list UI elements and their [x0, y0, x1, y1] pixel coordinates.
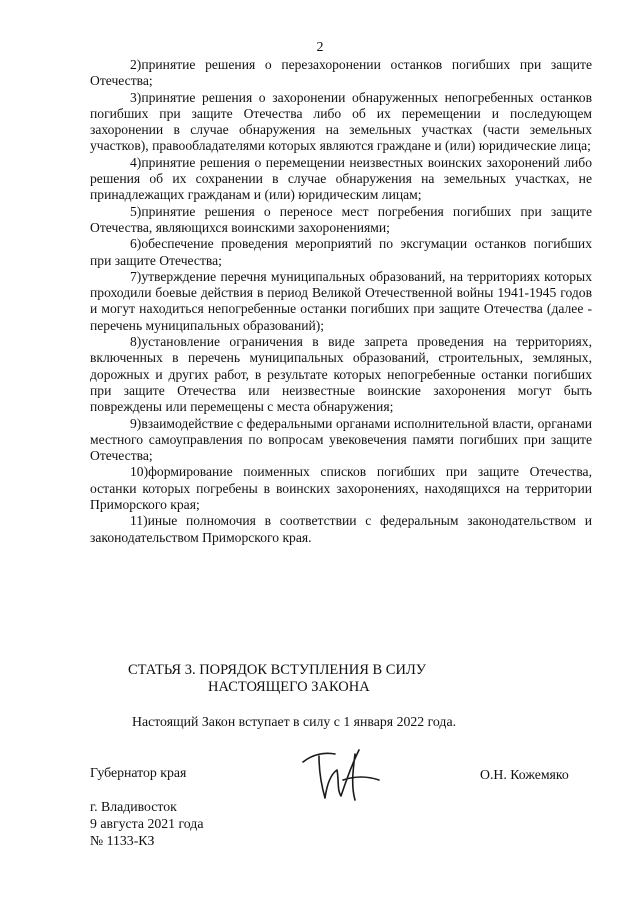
list-item: 7)утверждение перечня муниципальных образований, на территориях которых проходили боевые действия в период Великой Отечественной войны 1941-1945 годов и могут находиться непогребенные останки погибших при защите Отечества (далее - перечень муниципальных образований); [90, 268, 592, 333]
article-heading-line1: СТАТЬЯ 3. ПОРЯДОК ВСТУПЛЕНИЯ В СИЛУ [128, 662, 427, 678]
list-item: 8)установление ограничения в виде запрета проведения на территориях, включенных в перечень муниципальных образований, строительных, земляных, дорожных и других работ, в результате которых непогребенные останки погибших при защите Отечества или неизвестные воинские захоронения могут быть повреждены или перемещены с места обнаружения; [90, 334, 592, 415]
list-item: 2)принятие решения о перезахоронении останков погибших при защите Отечества; [90, 57, 592, 89]
list-item: 10)формирование поименных списков погибших при защите Отечества, останки которых погребены в воинских захоронениях, находящихся на территории Приморского края; [90, 464, 592, 513]
list-item: 11)иные полномочия в соответствии с федеральным законодательством и законодательством Приморского края. [90, 513, 592, 545]
effective-date-text: Настоящий Закон вступает в силу с 1 января 2022 года. [132, 714, 457, 729]
signing-date: 9 августа 2021 года [90, 816, 204, 831]
list-item: 6)обеспечение проведения мероприятий по эксгумации останков погибших при защите Отечества; [90, 236, 592, 268]
article-heading [128, 662, 548, 696]
powers-list [90, 57, 592, 546]
signing-city: г. Владивосток [90, 799, 177, 814]
list-item: 3)принятие решения о захоронении обнаруженных непогребенных останков погибших при защите Отечества либо об их перемещении и последующем захоронении в случае обнаружения на земельных участках (части земельных участков), правообладателями которых являются граждане и (или) юридические лица; [90, 89, 592, 154]
governor-title: Губернатор края [90, 765, 187, 780]
signature-image [295, 740, 385, 810]
list-item: 4)принятие решения о перемещении неизвестных воинских захоронений либо решения об их сохранении в случае обнаружения на земельных участках, не принадлежащих гражданам и (или) юридическим лицам; [90, 154, 592, 203]
article-heading-line2: НАСТОЯЩЕГО ЗАКОНА [208, 679, 370, 695]
signing-details [90, 798, 203, 849]
law-number: № 1133-КЗ [90, 833, 155, 848]
page-number: 2 [316, 40, 324, 55]
list-item: 9)взаимодействие с федеральными органами исполнительной власти, органами местного самоуправления по вопросам увековечения памяти погибших при защите Отечества; [90, 415, 592, 464]
list-item: 5)принятие решения о переносе мест погребения погибших при защите Отечества, являющихся воинскими захоронениями; [90, 203, 592, 235]
governor-name: О.Н. Кожемяко [480, 767, 569, 782]
